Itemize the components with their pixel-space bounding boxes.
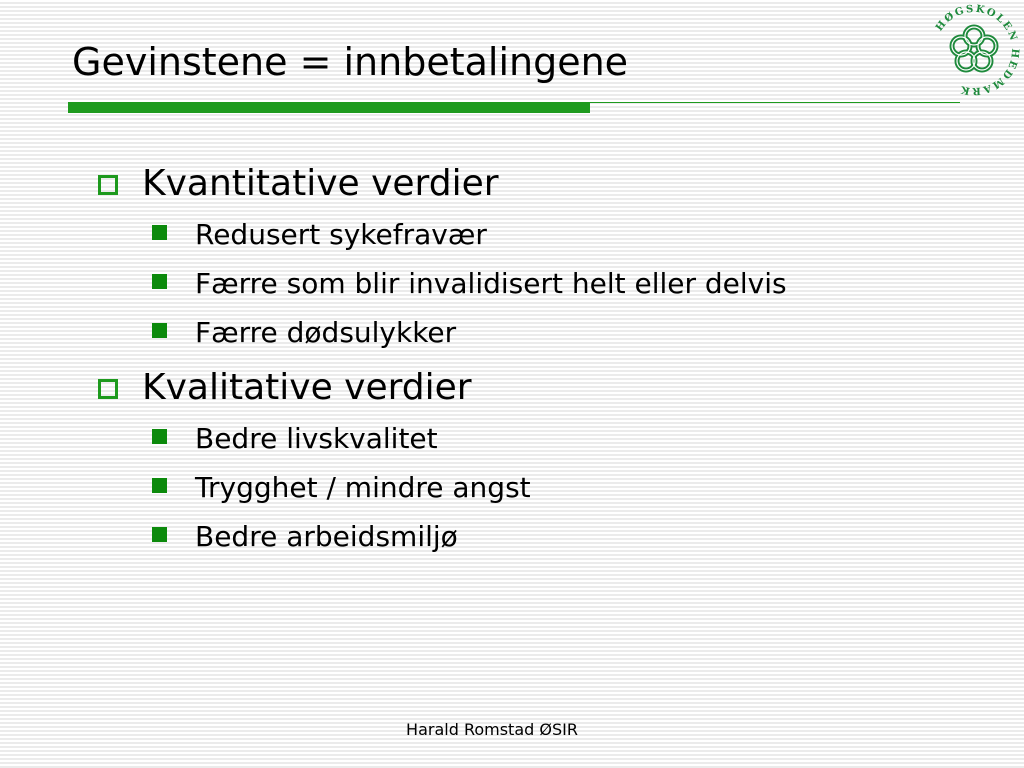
list-item xyxy=(98,463,998,512)
list-item-text: Færre dødsulykker xyxy=(195,315,457,349)
title-underline-thin xyxy=(590,102,960,103)
filled-square-bullet-icon xyxy=(152,225,167,240)
list-item-text: Redusert sykefravær xyxy=(195,217,487,251)
logo-ring-text: HØGSKOLEN HEDMARK xyxy=(933,3,1021,97)
list-item xyxy=(98,512,998,561)
filled-square-bullet-icon xyxy=(152,478,167,493)
list-item xyxy=(98,259,998,308)
bullet-list xyxy=(98,158,998,561)
filled-square-bullet-icon xyxy=(152,527,167,542)
filled-square-bullet-icon xyxy=(152,429,167,444)
section-quantitative xyxy=(98,158,998,210)
list-item xyxy=(98,210,998,259)
title-underline-thick xyxy=(68,102,590,113)
slide-footer: Harald Romstad ØSIR xyxy=(406,720,578,739)
filled-square-bullet-icon xyxy=(152,274,167,289)
list-item-text: Trygghet / mindre angst xyxy=(195,470,531,504)
filled-square-bullet-icon xyxy=(152,323,167,338)
list-item-text: Bedre arbeidsmiljø xyxy=(195,519,458,553)
section-qualitative xyxy=(98,362,998,414)
list-item xyxy=(98,414,998,463)
slide-title: Gevinstene = innbetalingene xyxy=(72,40,629,84)
hogskolen-hedmark-logo-icon xyxy=(924,0,1024,100)
list-item-text: Bedre livskvalitet xyxy=(195,421,438,455)
list-item-text: Færre som blir invalidisert helt eller delvis xyxy=(195,266,787,300)
section-heading: Kvalitative verdier xyxy=(142,367,472,408)
hollow-square-bullet-icon xyxy=(98,175,118,195)
section-heading: Kvantitative verdier xyxy=(142,163,499,204)
hollow-square-bullet-icon xyxy=(98,379,118,399)
list-item xyxy=(98,308,998,357)
